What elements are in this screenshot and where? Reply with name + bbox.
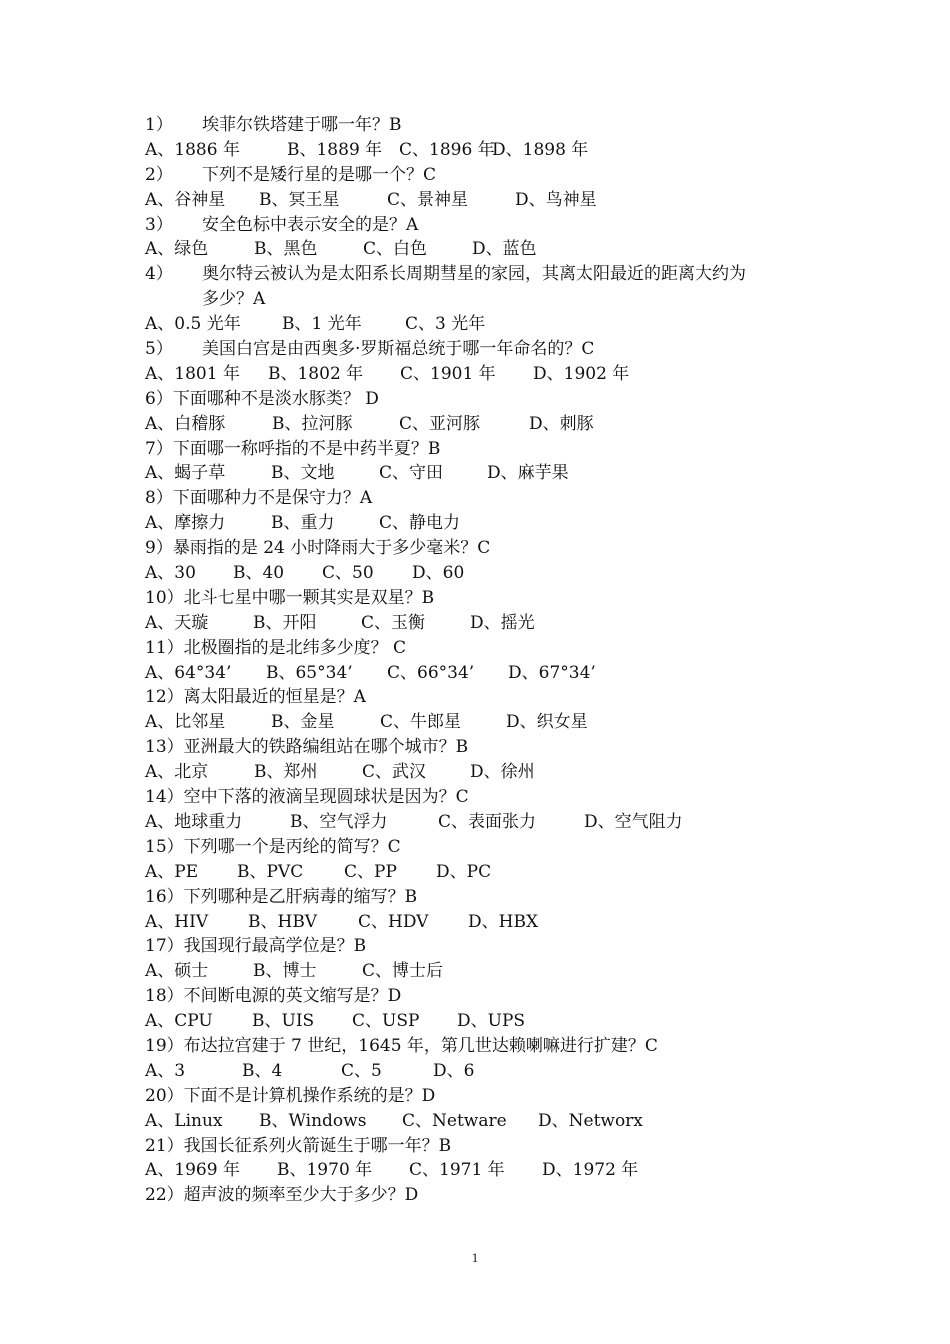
question-text: 奥尔特云被认为是太阳系长周期彗星的家园，其离太阳最近的距离大约为 <box>202 264 746 285</box>
answer-option: A、1801 年 <box>145 363 240 384</box>
question-number: 9） <box>145 538 173 559</box>
question-line <box>145 387 825 412</box>
question-number: 5） <box>145 339 173 360</box>
question-number: 13） <box>145 737 184 758</box>
answer-option: C、1896 年 <box>399 139 495 160</box>
answer-option: D、UPS <box>457 1011 526 1032</box>
answer-option: A、1969 年 <box>145 1160 240 1181</box>
options-line <box>145 611 825 636</box>
answer-option: B、拉河豚 <box>272 413 353 434</box>
answer-option: C、66°34’ <box>387 662 475 683</box>
question-number: 2） <box>145 164 173 185</box>
answer-option: B、PVC <box>237 861 304 882</box>
question-line <box>145 536 825 561</box>
options-line <box>145 362 825 387</box>
answer-option: D、60 <box>412 563 465 584</box>
question-number: 20） <box>145 1085 184 1106</box>
answer-option: D、67°34’ <box>508 662 596 683</box>
answer-option: A、绿色 <box>145 239 209 260</box>
answer-option: A、比邻星 <box>145 712 226 733</box>
answer-option: B、40 <box>233 563 285 584</box>
answer-option: A、CPU <box>145 1011 213 1032</box>
question-number: 8） <box>145 488 173 509</box>
question-text: 下面哪种力不是保守力？A <box>172 488 373 509</box>
question-text: 北极圈指的是北纬多少度？ C <box>183 637 407 658</box>
answer-option: D、6 <box>433 1060 475 1081</box>
answer-option: C、守田 <box>379 463 444 484</box>
answer-option: C、HDV <box>358 911 429 932</box>
question-number: 4） <box>145 264 173 285</box>
answer-option: A、硕士 <box>145 961 209 982</box>
answer-option: A、地球重力 <box>145 811 243 832</box>
question-text: 超声波的频率至少大于多少？D <box>183 1185 419 1206</box>
answer-option: D、1902 年 <box>533 363 630 384</box>
answer-option: A、谷神星 <box>145 189 226 210</box>
question-text: 空中下落的液滴呈现圆球状是因为？C <box>183 787 469 808</box>
question-text: 下面哪一称呼指的不是中药半夏？B <box>172 438 441 459</box>
answer-option: A、30 <box>145 563 196 584</box>
options-line <box>145 461 825 486</box>
question-number: 7） <box>145 438 173 459</box>
question-line <box>145 785 825 810</box>
answer-option: B、1889 年 <box>287 139 383 160</box>
answer-option: C、3 光年 <box>405 314 486 335</box>
question-line <box>145 735 825 760</box>
options-line <box>145 412 825 437</box>
answer-option: B、UIS <box>252 1011 315 1032</box>
answer-option: D、空气阻力 <box>584 811 683 832</box>
answer-option: C、静电力 <box>379 513 461 534</box>
answer-option: A、摩擦力 <box>145 513 226 534</box>
answer-option: C、USP <box>352 1011 420 1032</box>
question-line <box>145 636 825 661</box>
question-text: 埃菲尔铁塔建于哪一年？B <box>202 115 402 135</box>
answer-option: B、冥王星 <box>259 189 340 210</box>
page-number: 1 <box>471 1250 479 1265</box>
answer-option: B、4 <box>242 1060 283 1081</box>
question-line <box>145 586 825 611</box>
question-line <box>145 934 825 959</box>
question-number: 15） <box>145 836 184 857</box>
options-line <box>145 312 825 337</box>
answer-option: B、郑州 <box>254 762 318 783</box>
question-line <box>145 163 825 188</box>
options-line <box>145 1158 825 1183</box>
question-line <box>145 337 825 362</box>
answer-option: D、摇光 <box>470 612 535 633</box>
answer-option: D、徐州 <box>470 762 535 783</box>
answer-option: C、Netware <box>402 1110 507 1131</box>
question-text: 下面哪种不是淡水豚类？ D <box>172 388 379 409</box>
answer-option: B、HBV <box>248 911 318 932</box>
question-number: 3） <box>145 214 173 235</box>
question-line <box>145 1084 825 1109</box>
options-line <box>145 860 825 885</box>
question-line <box>145 437 825 462</box>
question-text: 下面不是计算机操作系统的是？D <box>183 1085 436 1106</box>
question-list <box>145 113 825 1208</box>
answer-option: B、文地 <box>271 463 335 484</box>
question-line <box>145 835 825 860</box>
question-number: 16） <box>145 886 184 907</box>
answer-option: B、1 光年 <box>282 314 362 335</box>
options-line <box>145 1059 825 1084</box>
answer-option: A、3 <box>145 1060 186 1081</box>
answer-option: A、北京 <box>145 762 209 783</box>
answer-option: C、PP <box>344 861 397 882</box>
answer-option: D、刺豚 <box>529 413 594 434</box>
question-number: 21） <box>145 1135 184 1156</box>
options-line <box>145 710 825 735</box>
answer-option: A、HIV <box>145 911 209 932</box>
options-line <box>145 237 825 262</box>
answer-option: D、Networx <box>538 1110 643 1131</box>
question-text: 暴雨指的是 24 小时降雨大于多少毫米？C <box>172 538 491 559</box>
answer-option: C、武汉 <box>362 762 427 783</box>
question-number: 14） <box>145 787 184 808</box>
answer-option: B、空气浮力 <box>290 811 388 832</box>
answer-option: C、亚河豚 <box>399 413 481 434</box>
options-line <box>145 561 825 586</box>
question-text: 我国现行最高学位是？B <box>183 936 367 957</box>
answer-option: A、1886 年 <box>145 139 240 160</box>
question-line <box>145 486 825 511</box>
answer-option: B、金星 <box>271 712 335 733</box>
question-text: 下列哪一个是丙纶的简写？C <box>183 836 401 857</box>
answer-option: D、织女星 <box>506 712 588 733</box>
answer-option: C、白色 <box>363 239 428 260</box>
question-text: 离太阳最近的恒星是？A <box>183 687 366 708</box>
options-line <box>145 511 825 536</box>
answer-option: C、1901 年 <box>400 363 496 384</box>
question-line <box>145 1183 825 1208</box>
answer-option: A、白稽豚 <box>145 413 226 434</box>
question-number: 11） <box>145 637 184 658</box>
question-number: 1） <box>145 115 173 135</box>
question-text: 美国白宫是由西奥多·罗斯福总统于哪一年命名的？C <box>202 339 595 360</box>
options-line <box>145 138 825 163</box>
question-text: 不间断电源的英文缩写是？D <box>183 986 402 1007</box>
question-line <box>145 1134 825 1159</box>
answer-option: A、天璇 <box>145 612 209 633</box>
question-text: 亚洲最大的铁路编组站在哪个城市？B <box>183 737 469 758</box>
answer-option: B、重力 <box>271 513 335 534</box>
answer-option: C、牛郎星 <box>380 712 462 733</box>
question-number: 10） <box>145 587 184 608</box>
answer-option: A、蝎子草 <box>145 463 226 484</box>
answer-option: C、景神星 <box>387 189 469 210</box>
options-line <box>145 1009 825 1034</box>
question-text: 安全色标中表示安全的是？A <box>202 214 419 235</box>
answer-option: D、PC <box>436 861 492 882</box>
answer-option: C、5 <box>341 1060 382 1081</box>
question-number: 17） <box>145 936 184 957</box>
answer-option: B、开阳 <box>253 612 317 633</box>
answer-option: D、麻芋果 <box>487 463 569 484</box>
question-line <box>145 984 825 1009</box>
answer-option: B、65°34’ <box>266 662 353 683</box>
question-text: 下列不是矮行星的是哪一个？C <box>202 164 437 185</box>
answer-option: D、HBX <box>468 911 539 932</box>
question-line <box>145 685 825 710</box>
question-number: 6） <box>145 388 173 409</box>
options-line <box>145 760 825 785</box>
options-line <box>145 959 825 984</box>
answer-option: B、黑色 <box>254 239 318 260</box>
question-text: 布达拉宫建于 7 世纪，1645 年，第几世达赖喇嘛进行扩建？C <box>183 1035 658 1056</box>
answer-option: C、博士后 <box>362 961 444 982</box>
question-line <box>145 113 825 138</box>
options-line <box>145 910 825 935</box>
answer-option: C、玉衡 <box>361 612 426 633</box>
question-text-continued: 多少？A <box>202 289 266 310</box>
question-number: 12） <box>145 687 184 708</box>
options-line <box>145 188 825 213</box>
answer-option: A、0.5 光年 <box>145 314 241 335</box>
options-line <box>145 1109 825 1134</box>
question-text: 北斗七星中哪一颗其实是双星？B <box>183 587 435 608</box>
question-number: 19） <box>145 1035 184 1056</box>
question-number: 18） <box>145 986 184 1007</box>
answer-option: C、表面张力 <box>438 811 537 832</box>
options-line <box>145 810 825 835</box>
question-number: 22） <box>145 1185 184 1206</box>
answer-option: D、1898 年 <box>492 139 589 160</box>
question-line <box>145 213 825 238</box>
question-line <box>145 262 825 287</box>
answer-option: D、鸟神星 <box>515 189 597 210</box>
answer-option: A、Linux <box>145 1110 223 1131</box>
answer-option: D、1972 年 <box>542 1160 639 1181</box>
answer-option: D、蓝色 <box>472 239 537 260</box>
question-line <box>145 885 825 910</box>
question-line <box>145 1034 825 1059</box>
answer-option: B、Windows <box>259 1110 367 1131</box>
answer-option: C、50 <box>322 563 374 584</box>
answer-option: A、64°34’ <box>145 662 232 683</box>
answer-option: C、1971 年 <box>409 1160 505 1181</box>
answer-option: B、1970 年 <box>277 1160 373 1181</box>
question-text: 我国长征系列火箭诞生于哪一年？B <box>183 1135 452 1156</box>
answer-option: A、PE <box>145 861 199 882</box>
options-line <box>145 661 825 686</box>
question-text: 下列哪种是乙肝病毒的缩写？B <box>183 886 418 907</box>
answer-option: B、博士 <box>253 961 317 982</box>
answer-option: B、1802 年 <box>268 363 364 384</box>
